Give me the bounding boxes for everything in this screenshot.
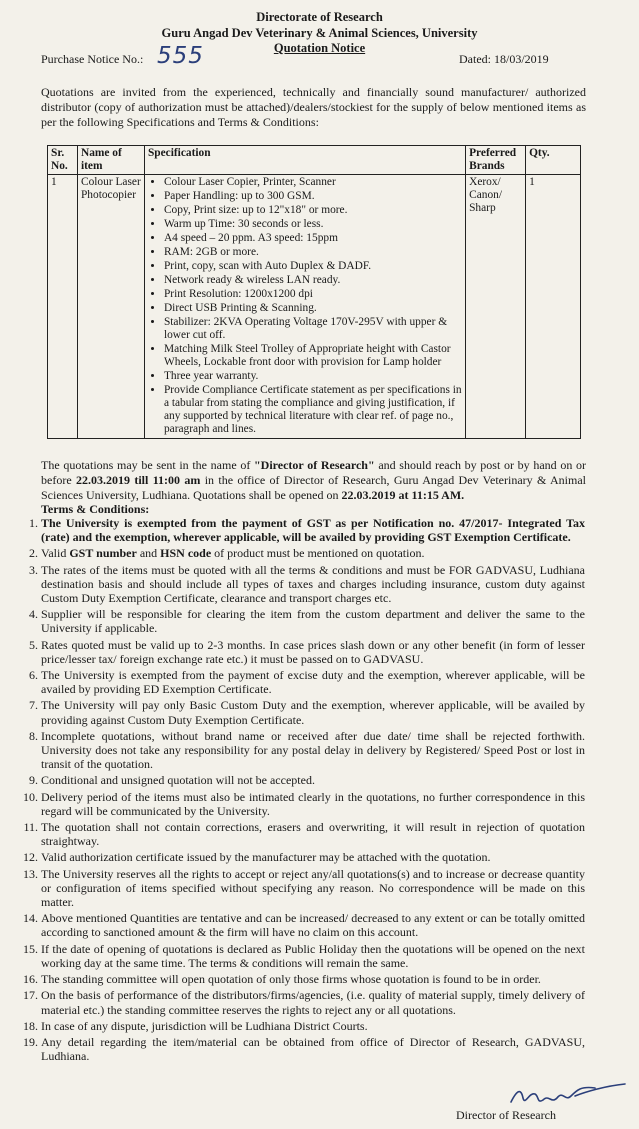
term-item <box>20 942 585 970</box>
signature-title: Director of Research <box>456 1108 556 1122</box>
term-item <box>20 790 585 818</box>
header-quotation-notice: Quotation Notice <box>273 41 366 55</box>
term-number: 18. <box>23 1018 38 1033</box>
term-text: The University is exempted from the payment of excise duty and the exemption, wherever applicable, will be availed by providing ED Exemption Certificate. <box>41 668 585 697</box>
purchase-notice-number: 555 <box>157 43 204 69</box>
table-header-row <box>48 146 581 175</box>
spec-item: • Matching Milk Steel Trolley of Appropriate height with Castor Wheels, Lockable front door with provision for Lamp holder <box>164 343 462 369</box>
term-text: The standing committee will open quotation of only those firms whose quotation is found to be in order. <box>41 972 541 987</box>
term-number: 5. <box>29 637 38 652</box>
col-header-brands: Preferred Brands <box>466 146 526 175</box>
terms-list <box>20 516 585 1065</box>
term-item <box>20 773 585 787</box>
send-text-3: in the office of Director of Research, Guru Angad Dev Veterinary & Animal Sciences University, Ludhiana. Quotations shall be opened on <box>41 473 587 502</box>
term-text: Valid authorization certificate issued by the manufacturer may be attached with the quotation. <box>41 850 491 865</box>
term-number: 14. <box>23 911 38 926</box>
term-text: The rates of the items must be quoted with all the terms & conditions and must be FOR GADVASU, Ludhiana destination basis and should include all types of taxes and charges including insurance, custom duty against Custom Duty Exemption Certificate, clearance and transport charges etc. <box>41 562 585 606</box>
term-text-part: HSN code <box>160 546 212 561</box>
term-number: 7. <box>29 698 38 713</box>
term-text: The University reserves all the rights to accept or reject any/all quotations(s) and to increase or decrease quantity or configuration of items specified without specifying any reason. No correspondence will be made on this matter. <box>41 866 585 910</box>
purchase-notice-label: Purchase Notice No.: <box>41 52 144 66</box>
term-item <box>20 563 585 606</box>
term-number: 10. <box>23 789 38 804</box>
term-number: 8. <box>29 728 38 743</box>
spec-item: • Print, copy, scan with Auto Duplex & DADF. <box>164 260 462 273</box>
term-item <box>20 1019 585 1033</box>
col-header-sr: Sr. No. <box>48 146 78 175</box>
term-number: 1. <box>29 516 38 530</box>
term-text: Delivery period of the items must also be intimated clearly in the quotations, no further correspondence in this regard will be communicated by the University. <box>41 789 585 818</box>
col-header-spec: Specification <box>144 146 465 175</box>
term-number: 4. <box>29 607 38 622</box>
term-item <box>20 972 585 986</box>
send-text-2: and should reach by post or by hand on or before <box>41 458 586 487</box>
term-number: 9. <box>29 773 38 788</box>
term-item <box>20 820 585 848</box>
term-item <box>20 668 585 696</box>
send-deadline: 22.03.2019 till 11:00 am <box>76 473 201 487</box>
send-addressee: "Director of Research" <box>254 458 375 472</box>
term-item <box>20 698 585 726</box>
spec-item: • Colour Laser Copier, Printer, Scanner <box>164 176 462 189</box>
spec-item: • Print Resolution: 1200x1200 dpi <box>164 288 462 301</box>
term-text-part: Valid <box>41 546 70 561</box>
spec-item: • Network ready & wireless LAN ready. <box>164 274 462 287</box>
col-header-qty: Qty. <box>526 146 581 175</box>
send-opening: 22.03.2019 at 11:15 AM. <box>341 488 465 502</box>
term-number: 2. <box>29 546 38 561</box>
term-text-part: GST number <box>69 546 137 561</box>
term-item <box>20 850 585 864</box>
term-number: 13. <box>23 866 38 881</box>
spec-item: • Paper Handling: up to 300 GSM. <box>164 190 462 203</box>
table-row <box>48 175 581 439</box>
cell-item-name: Colour Laser Photocopier <box>77 175 144 439</box>
term-number: 6. <box>29 668 38 683</box>
cell-sr: 1 <box>48 175 78 439</box>
term-number: 15. <box>23 941 38 956</box>
term-item <box>20 729 585 772</box>
term-number: 16. <box>23 972 38 987</box>
term-item <box>20 867 585 910</box>
term-item <box>20 607 585 635</box>
term-number: 3. <box>29 562 38 577</box>
spec-item: • Copy, Print size: up to 12"x18" or more. <box>164 204 462 217</box>
cell-qty: 1 <box>526 175 581 439</box>
term-number: 19. <box>23 1034 38 1049</box>
header-directorate: Directorate of Research <box>256 10 383 24</box>
spec-item: • Warm up Time: 30 seconds or less. <box>164 218 462 231</box>
notice-date: Dated: 18/03/2019 <box>459 52 549 66</box>
spec-item: • Provide Compliance Certificate statement as per specifications in a tabular from stating the compliance and giving justification, if any supported by technical literature with clear ref. of page no., paragraph and lines. <box>164 384 462 436</box>
term-number: 12. <box>23 850 38 865</box>
spec-item: • Stabilizer: 2KVA Operating Voltage 170V-295V with upper & lower cut off. <box>164 316 462 342</box>
term-item <box>20 516 585 544</box>
term-number: 17. <box>23 988 38 1003</box>
term-text: Above mentioned Quantities are tentative and can be increased/ decreased to any extent or can be totally omitted according to sanctioned amount & the firm will have no claim on this account. <box>41 911 585 940</box>
spec-item: • RAM: 2GB or more. <box>164 246 462 259</box>
term-text: In case of any dispute, jurisdiction will be Ludhiana District Courts. <box>41 1018 368 1033</box>
term-number: 11. <box>23 820 38 835</box>
term-text-part: of product must be mentioned on quotation. <box>211 546 425 561</box>
term-text: The University is exempted from the payment of GST as per Notification no. 47/2017- Integrated Tax (rate) and the exemption, wherever applicable, will be availed by providing GST Exemption Certificate. <box>41 516 585 545</box>
term-item <box>20 638 585 666</box>
submission-paragraph <box>41 458 586 503</box>
specification-table <box>47 145 581 439</box>
term-text: The University will pay only Basic Custom Duty and the exemption, wherever applicable, will be availed by providing against Custom Duty Exemption Certificate. <box>41 698 585 727</box>
send-text-1: The quotations may be sent in the name of <box>41 458 254 472</box>
term-item <box>20 1035 585 1063</box>
spec-item: • Three year warranty. <box>164 370 462 383</box>
header-university: Guru Angad Dev Veterinary & Animal Sciences, University <box>161 26 478 40</box>
term-text: If the date of opening of quotations is declared as Public Holiday then the quotations will be opened on the next working day at the same time. The terms & conditions will remain the same. <box>41 941 585 970</box>
col-header-name: Name of item <box>77 146 144 175</box>
cell-specs <box>144 175 465 439</box>
spec-item: • Direct USB Printing & Scanning. <box>164 302 462 315</box>
term-text: Supplier will be responsible for clearing the item from the custom department and deliver the same to the University if applicable. <box>41 607 585 636</box>
cell-brands: Xerox/ Canon/ Sharp <box>466 175 526 439</box>
term-item <box>20 546 585 560</box>
intro-paragraph: Quotations are invited from the experienced, technically and financially sound manufacturer/ authorized distributor (copy of authorization must be attached)/dealers/stockiest for the supply of below mentioned items as per the following Specifications and Terms & Conditions: <box>41 85 586 129</box>
term-text: On the basis of performance of the distributors/firms/agencies, (i.e. quality of material supply, timely delivery of material etc.) the standing committee reserves the rights to reject any or all quotations. <box>41 988 585 1017</box>
term-text: Any detail regarding the item/material can be obtained from office of Director of Research, GADVASU, Ludhiana. <box>41 1034 585 1064</box>
term-item <box>20 911 585 939</box>
spec-list <box>148 176 462 436</box>
term-text: Conditional and unsigned quotation will not be accepted. <box>41 773 315 788</box>
term-text: The quotation shall not contain corrections, erasers and overwriting, it will result in rejection of quotation straightway. <box>41 820 585 849</box>
spec-item: • A4 speed – 20 ppm. A3 speed: 15ppm <box>164 232 462 245</box>
term-text: Incomplete quotations, without brand name or received after due date/ time shall be rejected forthwith. University does not take any responsibility for any postal delay in delivery by Registered/ Speed Post or lost in transit of the quotation. <box>41 728 585 772</box>
term-item <box>20 988 585 1016</box>
term-text-part: and <box>136 546 161 561</box>
term-text: Rates quoted must be valid up to 2-3 months. In case prices slash down or any other benefit (in form of lesser price/lesser tax/ foreign exchange rate etc.) it must be passed on to GADVASU. <box>41 637 585 666</box>
terms-title: Terms & Conditions: <box>41 502 150 516</box>
